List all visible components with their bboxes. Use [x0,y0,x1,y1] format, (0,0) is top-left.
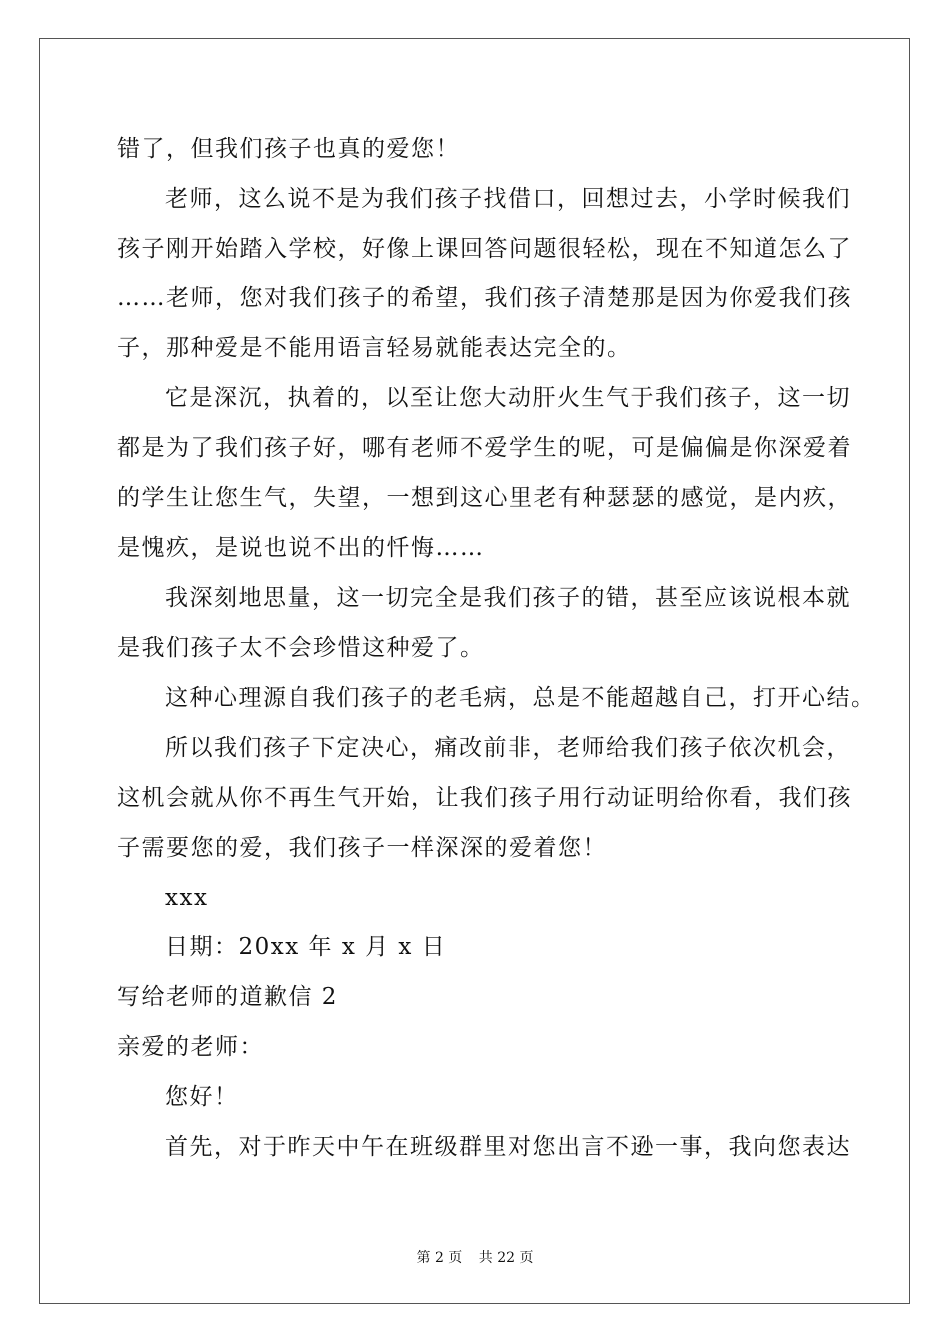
text-line: 所以我们孩子下定决心，痛改前非，老师给我们孩子依次机会， [165,735,851,761]
greeting: 您好！ [165,1084,239,1110]
text-line: 是我们孩子太不会珍惜这种爱了。 [117,635,485,661]
text-line: 错了，但我们孩子也真的爱您！ [117,136,460,162]
text-line: 这机会就从你不再生气开始，让我们孩子用行动证明给你看，我们孩 [117,785,852,811]
section-title: 写给老师的道歉信 2 [117,984,338,1010]
salutation: 亲爱的老师： [117,1034,264,1060]
text-line: 我深刻地思量，这一切完全是我们孩子的错，甚至应该说根本就 [165,585,851,611]
text-line: 都是为了我们孩子好，哪有老师不爱学生的呢，可是偏偏是你深爱着 [117,435,852,461]
signature: xxx [165,885,209,911]
page-footer [0,1247,950,1267]
text-line: 的学生让您生气，失望，一想到这心里老有种瑟瑟的感觉，是内疚， [117,485,852,511]
page-number: 第 2 页 [416,1250,463,1266]
text-line: ……老师，您对我们孩子的希望，我们孩子清楚那是因为你爱我们孩 [117,285,852,311]
text-line: 子，那种爱是不能用语言轻易就能表达完全的。 [117,335,632,361]
text-line: 这种心理源自我们孩子的老毛病，总是不能超越自己，打开心结。 [165,685,876,711]
text-line: 子需要您的爱，我们孩子一样深深的爱着您！ [117,835,607,861]
text-line: 孩子刚开始踏入学校，好像上课回答问题很轻松，现在不知道怎么了 [117,236,852,262]
page-border [39,38,910,1304]
text-line: 是愧疚，是说也说不出的忏悔…… [117,535,485,561]
page-total: 共 22 页 [478,1250,534,1266]
text-line: 老师，这么说不是为我们孩子找借口，回想过去，小学时候我们 [165,186,851,212]
text-line: 首先，对于昨天中午在班级群里对您出言不逊一事，我向您表达 [165,1134,851,1160]
text-line: 它是深沉，执着的，以至让您大动肝火生气于我们孩子，这一切 [165,385,851,411]
date-line: 日期：20xx 年 x 月 x 日 [165,934,447,960]
